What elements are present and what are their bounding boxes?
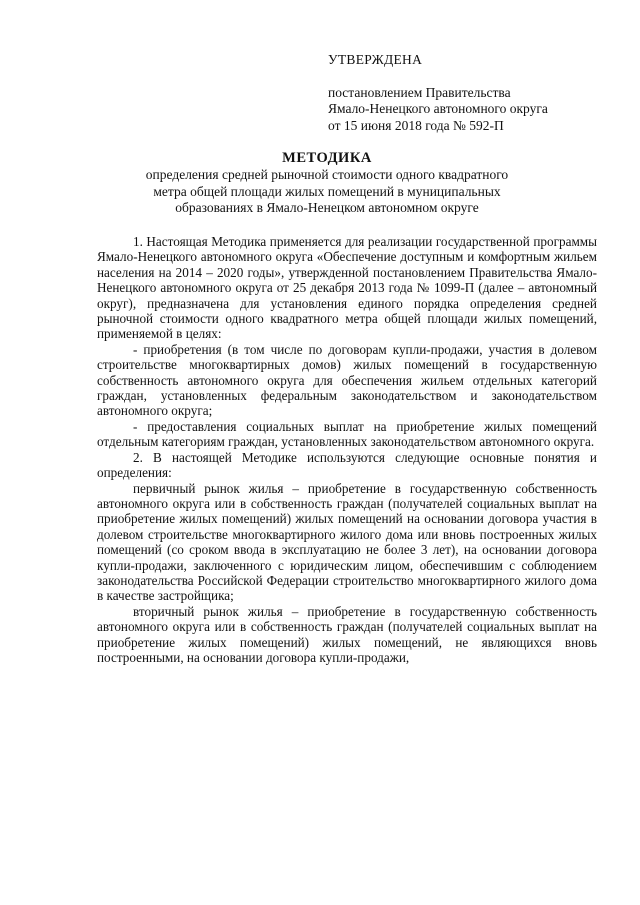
document-body bbox=[97, 234, 597, 665]
approval-block bbox=[328, 52, 548, 134]
paragraph: вторичный рынок жилья – приобретение в государственную собственность автономного округа или в собственность граждан (получателей социальных выплат на приобретение жилых помещений) жилых помещений, не являющихся вновь построенными, на основании договора купли-продажи, bbox=[97, 603, 597, 665]
document-subtitle: определения средней рыночной стоимости одного квадратного метра общей площади жилых помещений в муниципальных образованиях в Ямало-Ненецком автономном округе bbox=[145, 167, 509, 215]
paragraph: - предоставления социальных выплат на приобретение жилых помещений отдельным категориям граждан, установленных законодательством автономного округа. bbox=[97, 418, 597, 450]
approval-line: Ямало-Ненецкого автономного округа bbox=[328, 101, 548, 116]
paragraph: первичный рынок жилья – приобретение в государственную собственность автономного округа или в собственность граждан (получателей социальных выплат на приобретение жилых помещений) жилых помещений на основании договора участия в долевом строительстве многоквартирного жилого дома или вновь построенных жилых помещений (со сроком ввода в эксплуатацию не более 3 лет), на основании договора купли-продажи, заключенного с юридическим лицом, обеспечившим с соблюдением законодательства Российской Федерации строительство многоквартирного жилого дома в качестве застройщика; bbox=[97, 480, 597, 604]
paragraph: 1. Настоящая Методика применяется для реализации государственной программы Ямало-Ненецкого автономного округа «Обеспечение доступным и комфортным жильем населения на 2014 – 2020 годы», утвержденной постановлением Правительства Ямало-Ненецкого автономного округа от 25 декабря 2013 года № 1099-П (далее – автономный округ), предназначена для установления единого порядка определения средней рыночной стоимости одного квадратного метра общей площади жилых помещений, применяемой в целях: bbox=[97, 234, 597, 342]
approval-line: постановлением Правительства bbox=[328, 84, 511, 100]
approval-line: от 15 июня 2018 года № 592-П bbox=[328, 117, 504, 133]
document-title: МЕТОДИКА bbox=[282, 150, 372, 166]
document-heading bbox=[80, 150, 574, 217]
approval-stamp: УТВЕРЖДЕНА bbox=[328, 52, 423, 67]
paragraph: - приобретения (в том числе по договорам купли-продажи, участия в долевом строительстве многоквартирных домов) жилых помещений в государственную собственность автономного округа для обеспечения жильем отдельных категорий граждан, установленных федеральным законодательством и законодательством автономного округа; bbox=[97, 341, 597, 419]
paragraph: 2. В настоящей Методике используются следующие основные понятия и определения: bbox=[97, 449, 597, 481]
